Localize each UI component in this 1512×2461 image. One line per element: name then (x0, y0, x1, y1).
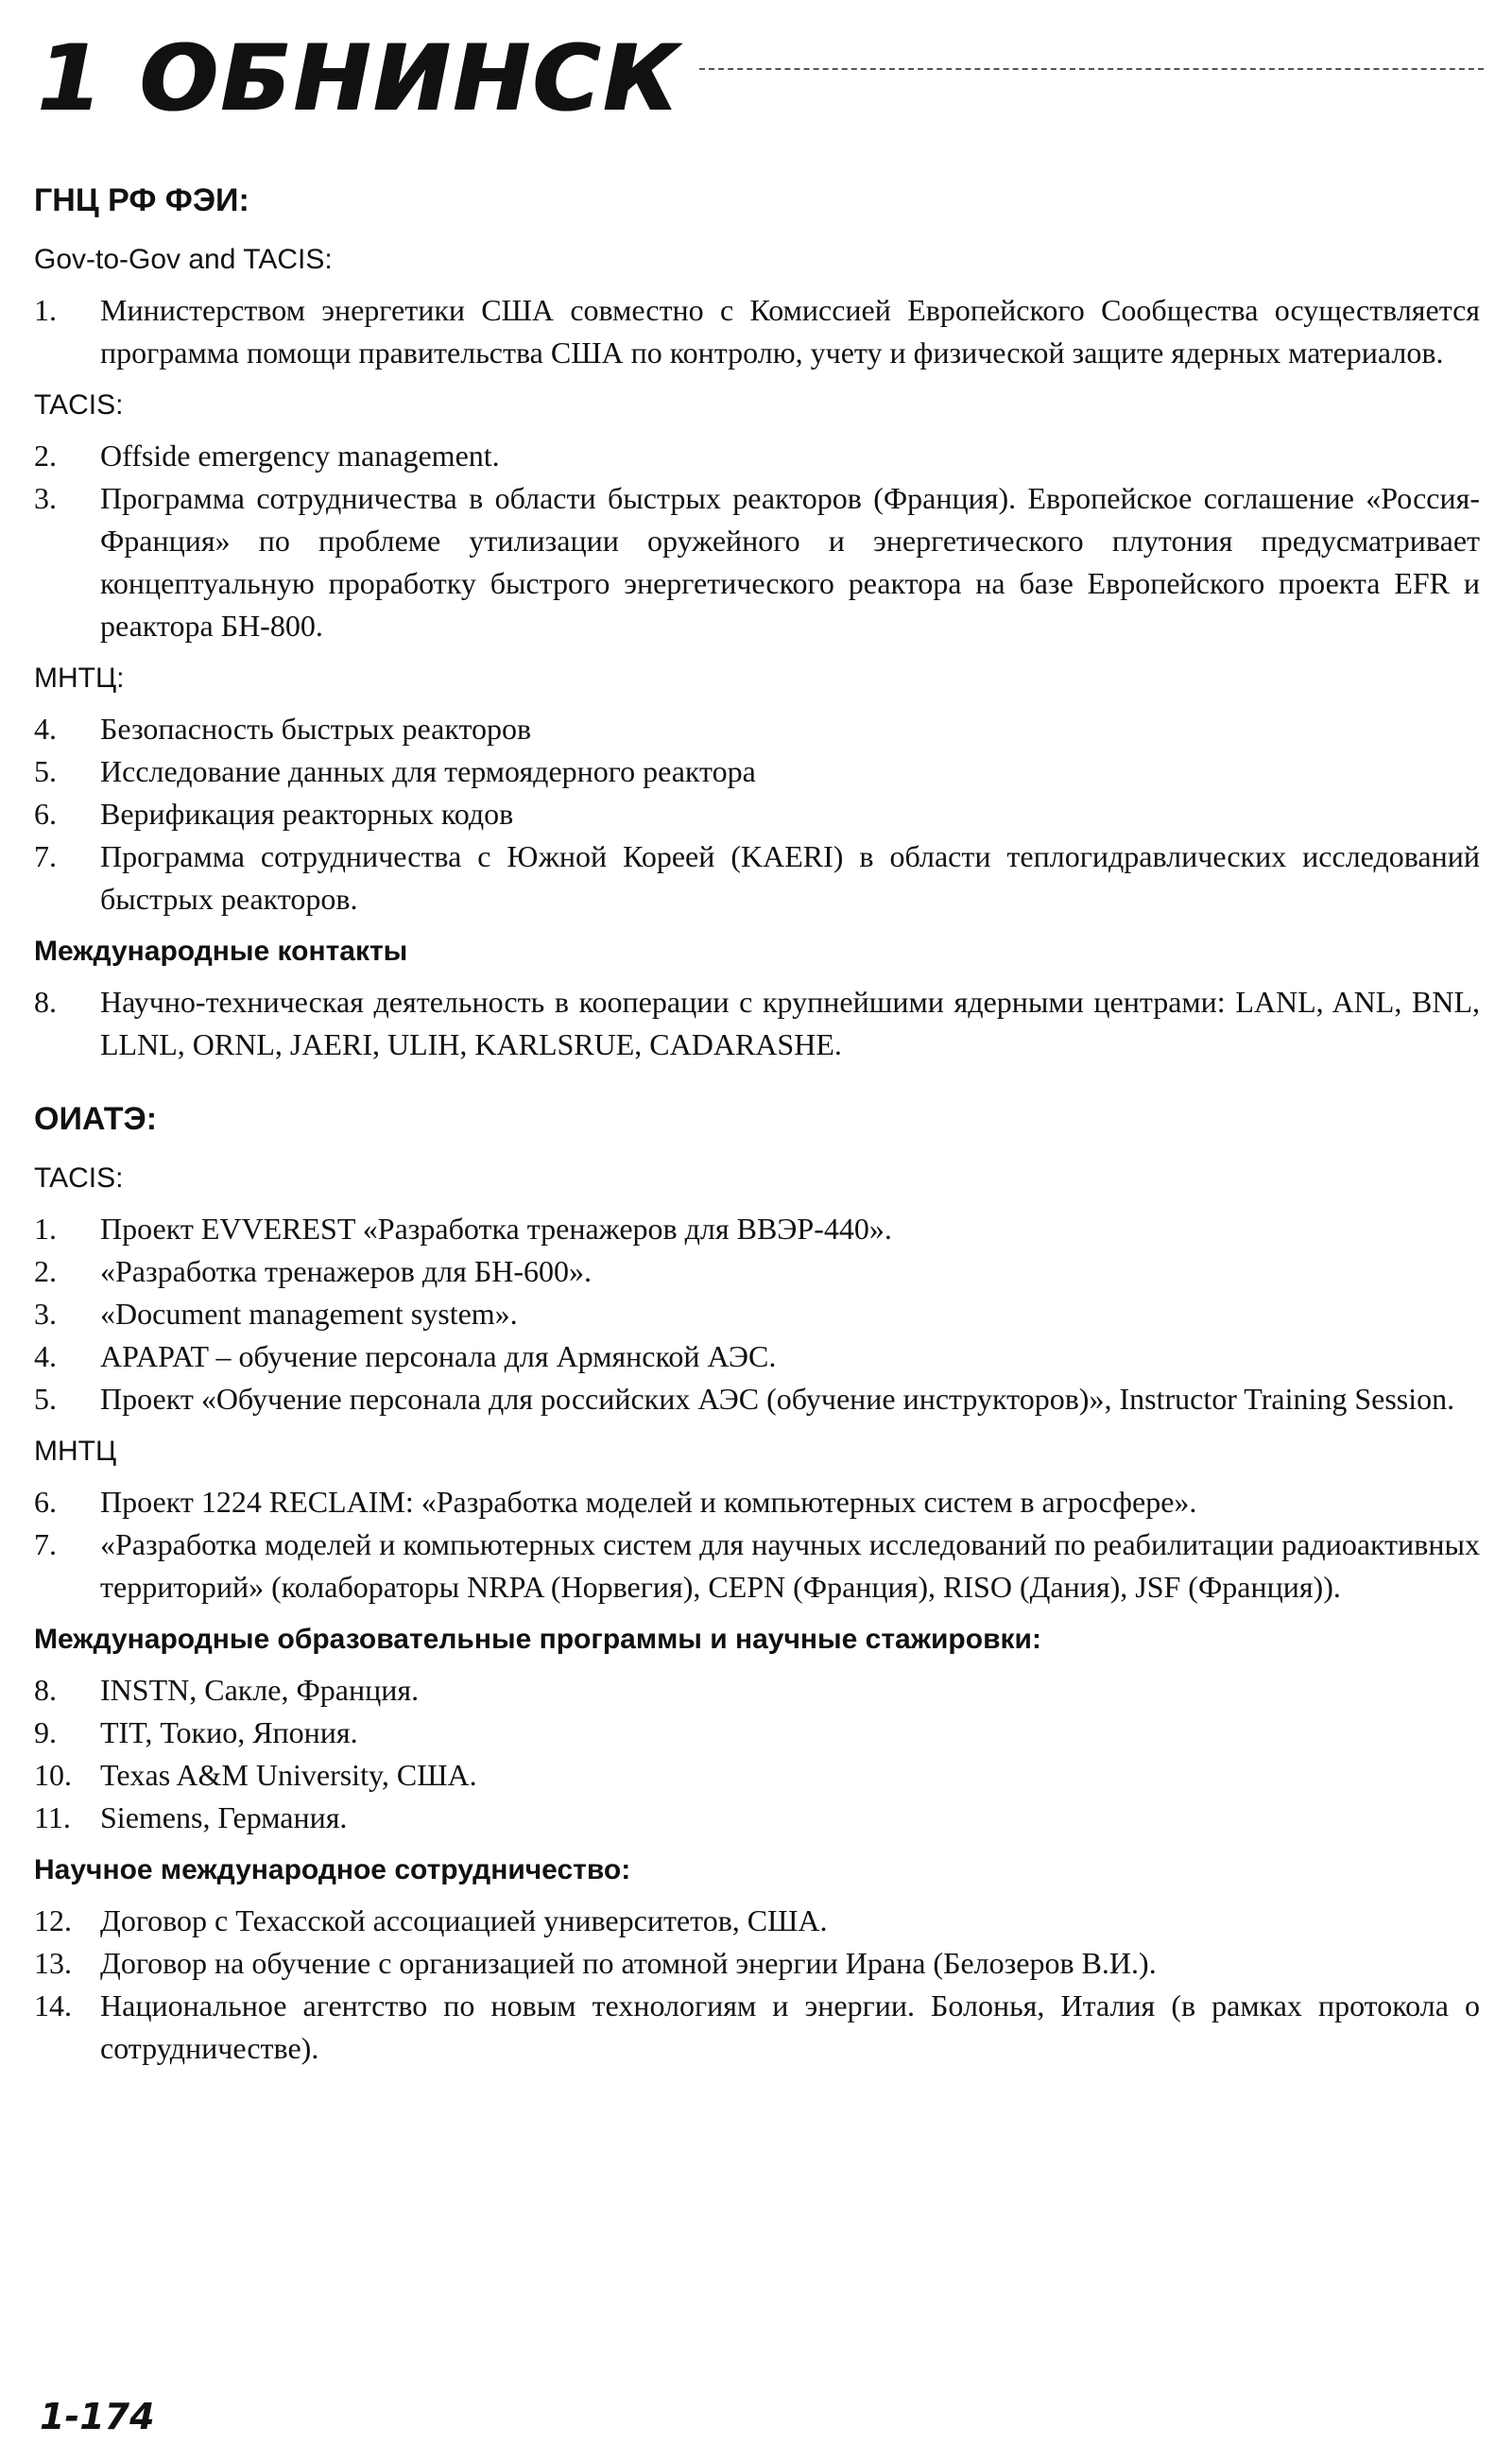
item-text: Offside emergency management. (100, 439, 500, 473)
list-item (34, 435, 1480, 477)
item-text: Программа сотрудничества в области быстрых реакторов (Франция). Европейское соглашение «Россия-Франция» по проблеме утилизации оружейного и энергетического плутония предусматривает концептуальную проработку быстрого энергетического реактора на базе Европейского проекта EFR и реактора БН-800. (100, 481, 1480, 643)
item-number: 7. (34, 1527, 57, 1561)
list-item (34, 289, 1480, 374)
item-number: 2. (34, 439, 57, 473)
item-number: 14. (34, 1988, 72, 2022)
group-label: Gov-to-Gov and TACIS: (34, 244, 333, 275)
page-title: 1 ОБНИНСК (38, 26, 691, 130)
item-text: Texas A&M University, США. (100, 1758, 477, 1792)
item-list (34, 708, 1480, 921)
list-item (34, 1985, 1480, 2070)
item-number: 4. (34, 1339, 57, 1373)
item-list (34, 1669, 1480, 1839)
item-number: 1. (34, 293, 57, 327)
item-text: Программа сотрудничества с Южной Кореей (KAERI) в области теплогидравлических исследований быстрых реакторов. (100, 839, 1480, 916)
item-number: 5. (34, 1382, 57, 1416)
section-oiate (34, 1098, 1480, 2070)
group-label: Международные образовательные программы и научные стажировки: (34, 1624, 1041, 1655)
header-rule (699, 68, 1484, 70)
group-label: Научное международное сотрудничество: (34, 1854, 631, 1885)
list-item (34, 1378, 1480, 1420)
list-item (34, 1797, 1480, 1839)
item-text: Проект «Обучение персонала для российских АЭС (обучение инструкторов)», Instructor Training Session. (100, 1382, 1455, 1416)
item-number: 4. (34, 712, 57, 746)
item-number: 10. (34, 1758, 72, 1792)
list-item (34, 1669, 1480, 1712)
item-number: 1. (34, 1212, 57, 1246)
item-text: Верификация реакторных кодов (100, 797, 514, 831)
list-item (34, 981, 1480, 1066)
item-text: Национальное агентство по новым технологиям и энергии. Болонья, Италия (в рамках протокола о сотрудничестве). (100, 1988, 1480, 2065)
list-item (34, 1942, 1480, 1985)
item-text: «Разработка моделей и компьютерных систем для научных исследований по реабилитации радиоактивных территорий» (колабораторы NRPA (Норвегия), CEPN (Франция), RISO (Дания), JSF (Франция)). (100, 1527, 1480, 1604)
group-label: МНТЦ (34, 1436, 117, 1467)
item-number: 11. (34, 1800, 71, 1834)
list-item (34, 1712, 1480, 1754)
section-fei (34, 180, 1480, 1066)
item-list (34, 435, 1480, 647)
item-number: 13. (34, 1946, 72, 1980)
item-text: Проект EVVEREST «Разработка тренажеров для ВВЭР-440». (100, 1212, 892, 1246)
list-item (34, 1523, 1480, 1609)
item-text: Договор с Техасской ассоциацией университетов, США. (100, 1903, 828, 1937)
item-text: Научно-техническая деятельность в кооперации с крупнейшими ядерными центрами: LANL, ANL, BNL, LLNL, ORNL, JAERI, ULIH, KARLSRUE, CADARASHE. (100, 985, 1480, 1061)
item-list (34, 1208, 1480, 1420)
item-number: 3. (34, 481, 57, 515)
list-item (34, 750, 1480, 793)
list-item (34, 1208, 1480, 1250)
item-number: 3. (34, 1297, 57, 1331)
item-number: 6. (34, 1485, 57, 1519)
page-number: 1-174 (40, 2396, 155, 2437)
list-item (34, 1250, 1480, 1293)
item-text: Безопасность быстрых реакторов (100, 712, 532, 746)
section-heading: ОИАТЭ: (34, 1101, 158, 1137)
list-item (34, 793, 1480, 835)
item-text: Siemens, Германия. (100, 1800, 348, 1834)
list-item (34, 835, 1480, 921)
list-item (34, 1481, 1480, 1523)
group-label: МНТЦ: (34, 663, 125, 694)
list-item (34, 477, 1480, 647)
list-item (34, 1754, 1480, 1797)
item-list (34, 1481, 1480, 1609)
item-text: TIT, Токио, Япония. (100, 1715, 358, 1749)
item-text: Договор на обучение с организацией по атомной энергии Ирана (Белозеров В.И.). (100, 1946, 1157, 1980)
page-header (38, 26, 1484, 130)
item-text: Исследование данных для термоядерного реактора (100, 754, 756, 788)
group-label: Международные контакты (34, 936, 408, 967)
item-number: 9. (34, 1715, 57, 1749)
item-list (34, 289, 1480, 374)
item-text: «Document management system». (100, 1297, 518, 1331)
item-text: Проект 1224 RECLAIM: «Разработка моделей и компьютерных систем в агросфере». (100, 1485, 1197, 1519)
list-item (34, 1293, 1480, 1335)
item-text: APAPAT – обучение персонала для Армянской АЭС. (100, 1339, 777, 1373)
list-item (34, 1335, 1480, 1378)
section-heading: ГНЦ РФ ФЭИ: (34, 182, 249, 218)
group-label: TACIS: (34, 1162, 124, 1194)
item-number: 5. (34, 754, 57, 788)
list-item (34, 708, 1480, 750)
item-text: INSTN, Сакле, Франция. (100, 1673, 420, 1707)
item-number: 8. (34, 985, 57, 1019)
document-body (34, 180, 1480, 2070)
item-number: 7. (34, 839, 57, 873)
item-number: 2. (34, 1254, 57, 1288)
item-list (34, 981, 1480, 1066)
item-number: 8. (34, 1673, 57, 1707)
list-item (34, 1900, 1480, 1942)
item-text: Министерством энергетики США совместно с Комиссией Европейского Сообщества осуществляется программа помощи правительства США по контролю, учету и физической защите ядерных материалов. (100, 293, 1480, 370)
item-list (34, 1900, 1480, 2070)
item-number: 6. (34, 797, 57, 831)
group-label: TACIS: (34, 389, 124, 421)
item-text: «Разработка тренажеров для БН-600». (100, 1254, 592, 1288)
item-number: 12. (34, 1903, 72, 1937)
